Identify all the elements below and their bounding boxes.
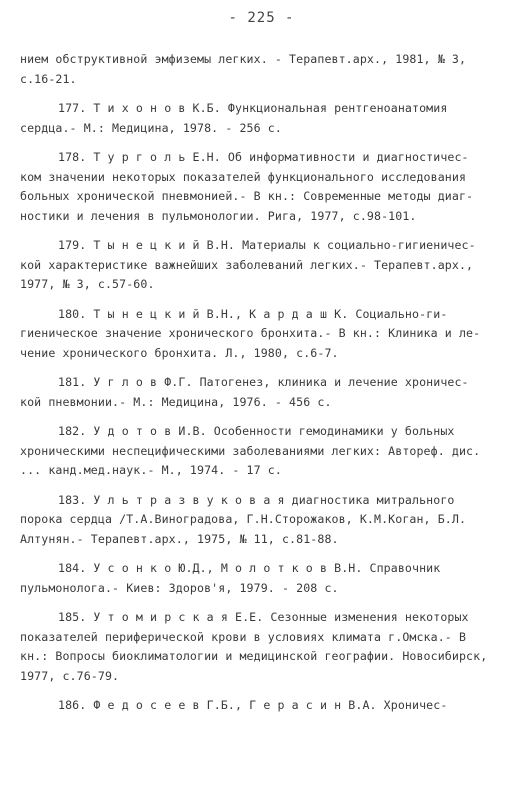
entry-line: 181. У г л о в Ф.Г. Патогенез, клиника и лечение хроничес- (58, 375, 469, 389)
entry-line: 183. У л ь т р а з в у к о в а я диагностика митрального (58, 492, 455, 507)
entry-line: 182. У д о т о в И.В. Особенности гемодинамики у больных (58, 424, 455, 438)
bibliography-entry-179 (20, 236, 500, 295)
entry-line: 1977, № 3, с.57-60. (20, 277, 155, 291)
entry-line: 180. Т ы н е ц к и й В.Н., К а р д а ш К. Социально-ги- (58, 306, 448, 321)
entry-line: кой характеристике важнейших заболеваний легких.- Терапевт.арх., (20, 257, 474, 272)
entry-line: с.16-21. (20, 71, 77, 86)
entry-line: порока сердца /Т.А.Виноградова, Г.Н.Сторожаков, К.М.Коган, Б.Л. (20, 512, 467, 526)
entry-line: 178. Т у р г о л ь Е.Н. Об информативности и диагностичес- (58, 150, 469, 164)
entry-line: 185. У т о м и р с к а я Е.Е. Сезонные изменения некоторых (58, 610, 469, 624)
entry-line: 186. Ф е д о с е е в Г.Б., Г е р а с и н В.А. Хроничес- (58, 698, 448, 712)
entry-line: сердца.- М.: Медицина, 1978. - 256 с. (20, 120, 282, 135)
entry-line: Алтунян.- Терапевт.арх., 1975, № 11, с.81-88. (20, 531, 339, 546)
bibliography-entry-184 (20, 559, 500, 598)
bibliography-entry-177 (20, 99, 500, 138)
entry-line: 177. Т и х о н о в К.Б. Функциональная рентгеноанатомия (58, 101, 448, 115)
bibliography-entry-186 (20, 696, 500, 716)
entry-line: нием обструктивной эмфиземы легких. - Терапевт.арх., 1981, № 3, (20, 52, 467, 66)
entry-line: ком значении некоторых показателей функционального исследования (20, 169, 467, 184)
entry-line: ностики и лечения в пульмонологии. Рига, 1977, с.98-101. (20, 208, 417, 223)
entry-line: гиеническое значение хронического бронхита.- В кн.: Клиника и ле- (20, 326, 481, 340)
entry-line: пульмонолога.- Киев: Здоров'я, 1979. - 208 с. (20, 580, 339, 595)
bibliography-entry-continuation (20, 50, 500, 89)
entry-line: показателей периферической крови в условиях климата г.Омска.- В (20, 629, 467, 644)
entry-line: 184. У с о н к о Ю.Д., М о л о т к о в В.Н. Справочник (58, 561, 441, 575)
bibliography-entry-181 (20, 373, 500, 412)
entry-line: кн.: Вопросы биоклиматологии и медицинской географии. Новосибирск, (20, 649, 488, 663)
entry-line: больных хронической пневмонией.- В кн.: Современные методы диаг- (20, 189, 474, 203)
entry-line: 1977, с.76-79. (20, 668, 120, 683)
bibliography-list (20, 50, 500, 726)
bibliography-entry-180 (20, 305, 500, 364)
bibliography-entry-183 (20, 491, 500, 550)
bibliography-entry-185 (20, 608, 500, 686)
entry-line: ... канд.мед.наук.- М., 1974. - 17 с. (20, 463, 282, 477)
entry-line: 179. Т ы н е ц к и й В.Н. Материалы к социально-гигиеничес- (58, 238, 476, 252)
bibliography-entry-182 (20, 422, 500, 481)
entry-line: хроническими неспецифическими заболеваниями легких: Автореф. дис. (20, 443, 481, 458)
entry-line: чение хронического бронхита. Л., 1980, с.6-7. (20, 345, 339, 360)
bibliography-entry-178 (20, 148, 500, 226)
entry-line: кой пневмонии.- М.: Медицина, 1976. - 456 с. (20, 394, 332, 409)
page-number: - 225 - (228, 10, 295, 26)
